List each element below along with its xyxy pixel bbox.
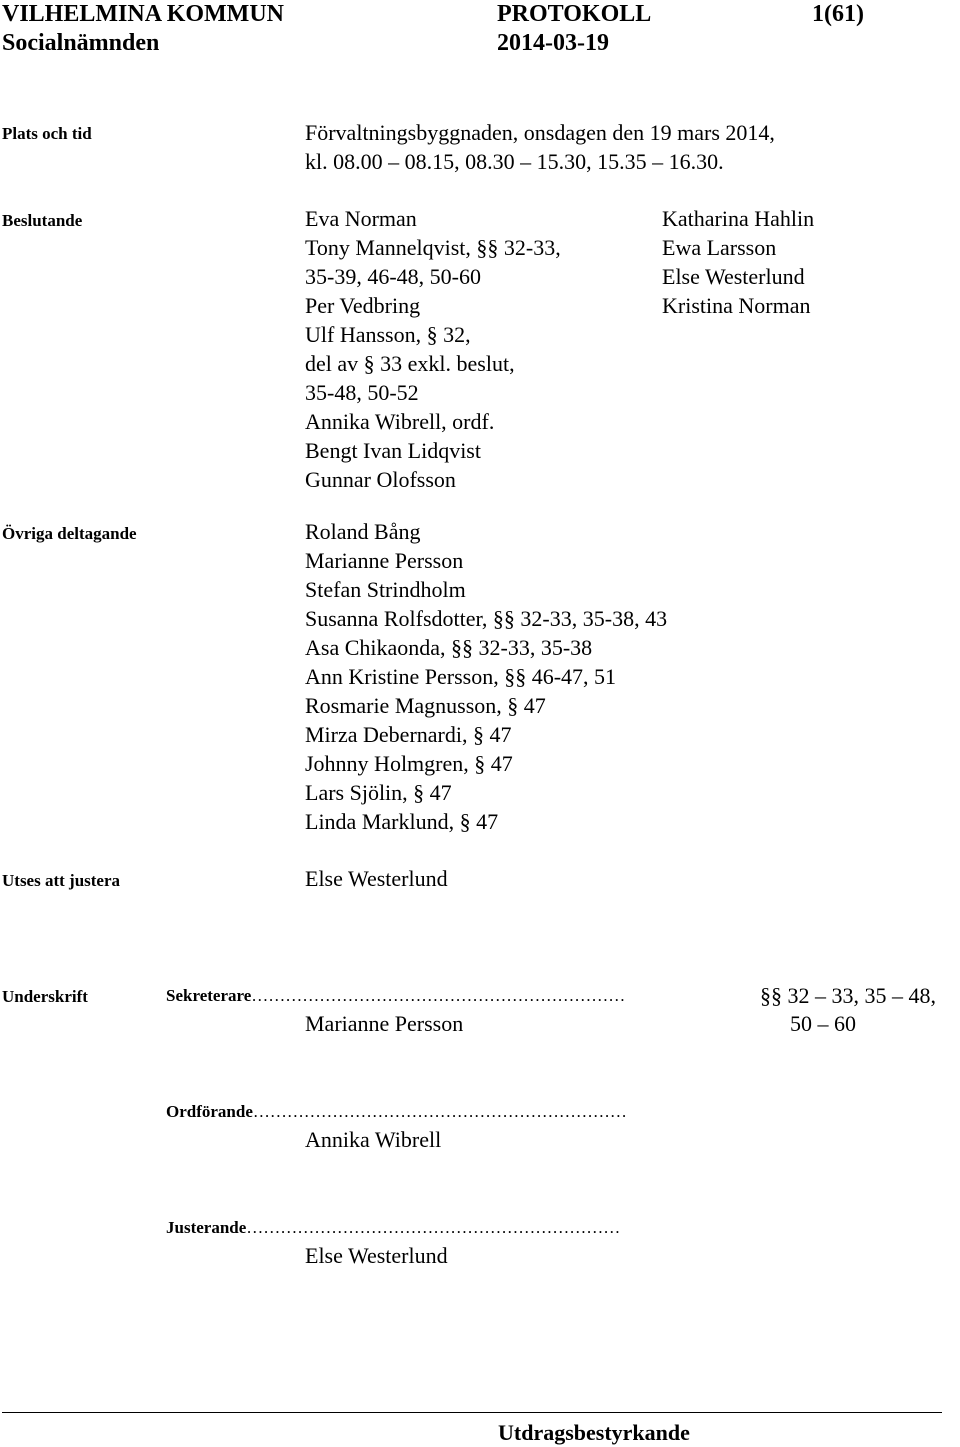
secretary-paragraphs: §§ 32 – 33, 35 – 48, (760, 983, 936, 1008)
signature-dots: ………………………………………………………… (252, 1102, 627, 1121)
adjuster-signer-name: Else Westerlund (305, 1243, 448, 1268)
place-time-label: Plats och tid (2, 124, 92, 143)
signature-dots: ………………………………………………………… (251, 986, 626, 1005)
footer-divider (2, 1412, 942, 1413)
page-number: 1(61) (812, 1, 864, 27)
decision-maker: 35-48, 50-52 (305, 380, 419, 405)
participant: Lars Sjölin, § 47 (305, 780, 452, 805)
signature-dots: ………………………………………………………… (246, 1218, 621, 1237)
signatures-label: Underskrift (2, 987, 88, 1006)
place-time-text (305, 118, 775, 176)
decision-maker: Bengt Ivan Lidqvist (305, 438, 481, 463)
decision-maker: del av § 33 exkl. beslut, (305, 351, 515, 376)
adjuster-role: Justerande (166, 1218, 247, 1237)
secretary-name: Marianne Persson (305, 1011, 464, 1036)
participant: Linda Marklund, § 47 (305, 809, 499, 834)
place-time-line: Förvaltningsbyggnaden, onsdagen den 19 mars 2014, (305, 120, 775, 145)
decision-maker: Ewa Larsson (662, 235, 777, 260)
chair-role: Ordförande (166, 1102, 253, 1121)
decision-maker: Else Westerlund (662, 264, 805, 289)
meeting-date: 2014-03-19 (497, 30, 609, 56)
decision-maker: Ulf Hansson, § 32, (305, 322, 471, 347)
decision-maker: Kristina Norman (662, 293, 811, 318)
org-name: VILHELMINA KOMMUN (2, 1, 284, 27)
decision-maker: Eva Norman (305, 206, 417, 231)
participant: Susanna Rolfsdotter, §§ 32-33, 35-38, 43 (305, 606, 668, 631)
decision-maker: Gunnar Olofsson (305, 467, 456, 492)
participant: Ann Kristine Persson, §§ 46-47, 51 (305, 664, 617, 689)
participant: Rosmarie Magnusson, § 47 (305, 693, 546, 718)
participant: Marianne Persson (305, 548, 464, 573)
other-participants-label: Övriga deltagande (2, 524, 137, 543)
decision-makers-left-list (305, 204, 561, 494)
adjuster-label: Utses att justera (2, 871, 121, 890)
participant: Asa Chikaonda, §§ 32-33, 35-38 (305, 635, 593, 660)
chair-name: Annika Wibrell (305, 1127, 442, 1152)
secretary-role: Sekreterare (166, 986, 252, 1005)
decision-maker: Tony Mannelqvist, §§ 32-33, (305, 235, 561, 260)
document-type: PROTOKOLL (497, 1, 652, 27)
chair-signature-line (166, 1102, 627, 1122)
decision-maker: Per Vedbring (305, 293, 421, 318)
decision-maker: 35-39, 46-48, 50-60 (305, 264, 481, 289)
decision-maker: Katharina Hahlin (662, 206, 815, 231)
adjuster-signature-line (166, 1218, 620, 1238)
participant: Johnny Holmgren, § 47 (305, 751, 513, 776)
decision-maker: Annika Wibrell, ordf. (305, 409, 495, 434)
decision-makers-label: Beslutande (2, 211, 83, 230)
participant: Roland Bång (305, 519, 421, 544)
participant: Mirza Debernardi, § 47 (305, 722, 512, 747)
footer-title: Utdragsbestyrkande (498, 1420, 690, 1445)
secretary-paragraphs-cont: 50 – 60 (790, 1011, 856, 1036)
secretary-signature-line (166, 986, 625, 1006)
place-time-line: kl. 08.00 – 08.15, 08.30 – 15.30, 15.35 – 16.30. (305, 149, 724, 174)
participant: Stefan Strindholm (305, 577, 466, 602)
committee-name: Socialnämnden (2, 30, 160, 56)
decision-makers-right-list (662, 204, 814, 320)
adjuster-name: Else Westerlund (305, 866, 448, 891)
other-participants-list (305, 517, 667, 836)
